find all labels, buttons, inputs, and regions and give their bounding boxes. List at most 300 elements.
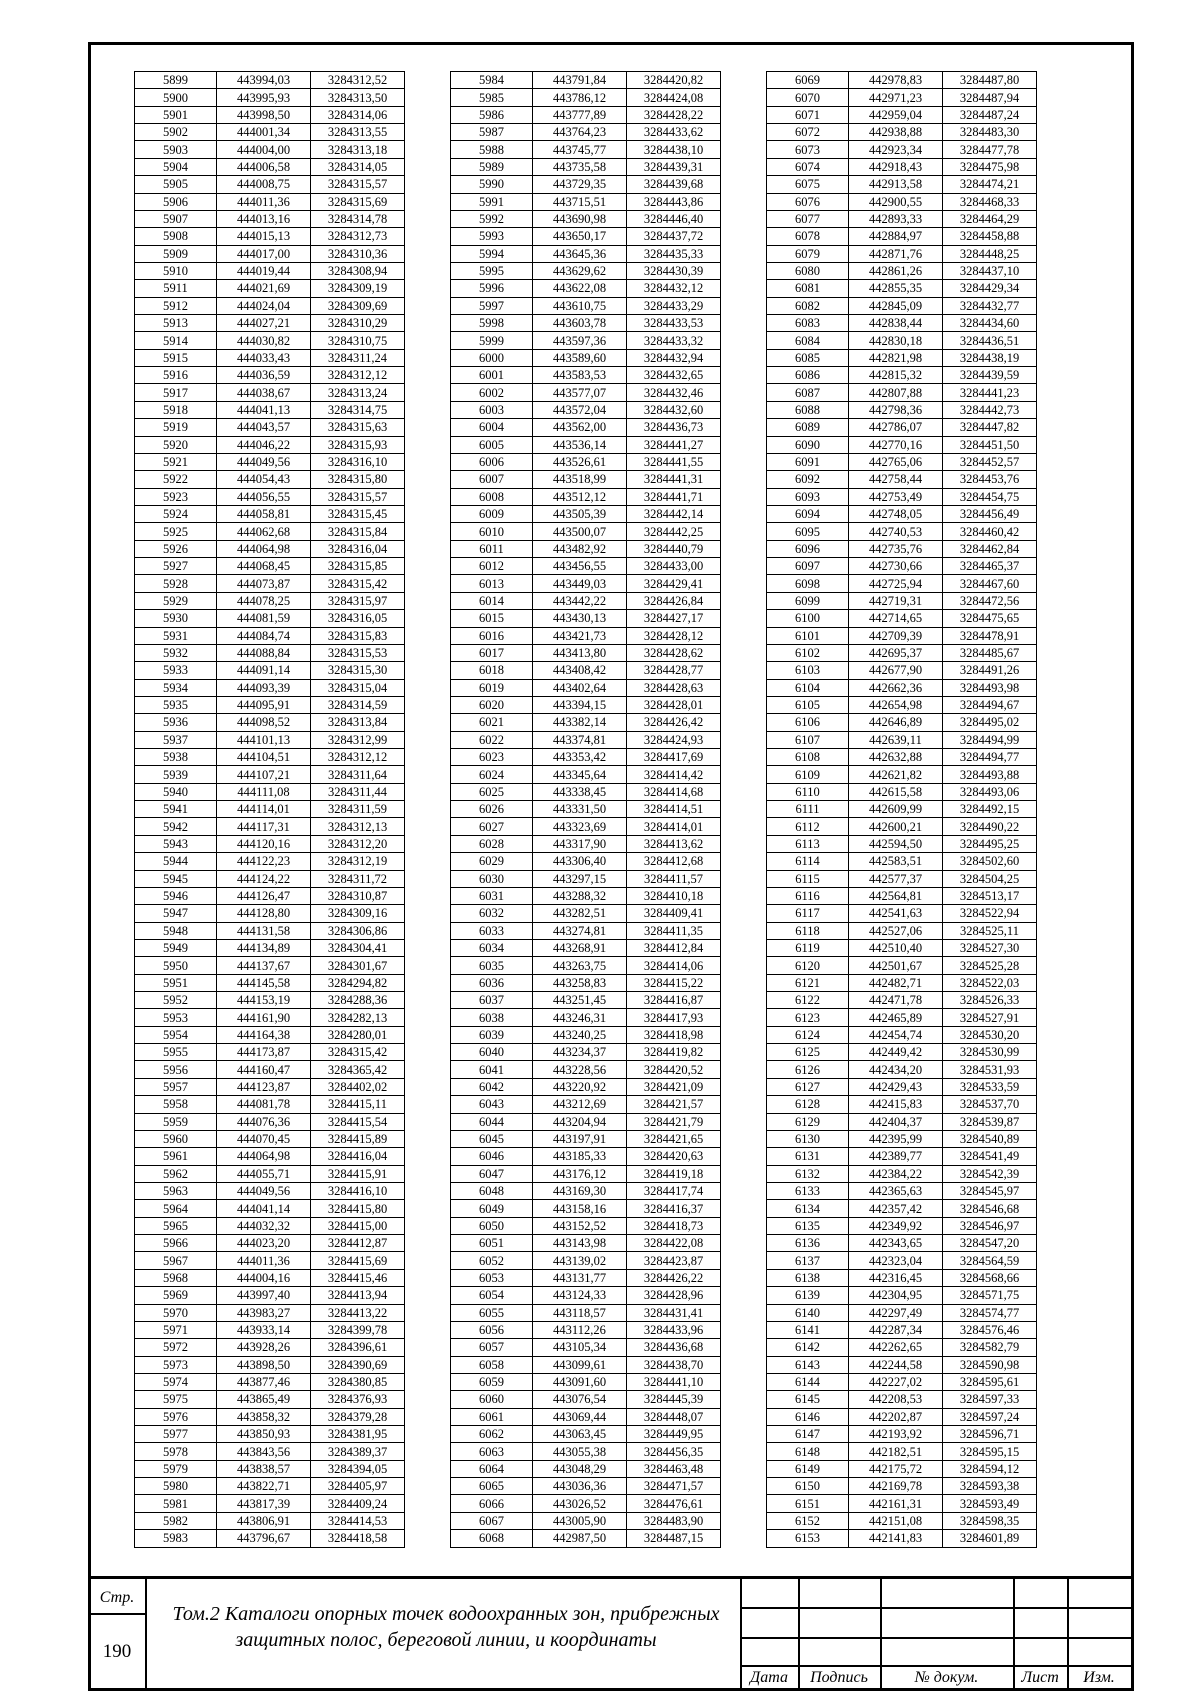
table-row: [451, 228, 721, 245]
x-coordinate-cell: 442959,04: [849, 106, 943, 123]
table-row: [135, 558, 405, 575]
point-number-cell: 6105: [767, 696, 849, 713]
point-number-cell: 6025: [451, 783, 533, 800]
y-coordinate-cell: 3284483,90: [627, 1512, 721, 1529]
point-number-cell: 5928: [135, 575, 217, 592]
point-number-cell: 6081: [767, 280, 849, 297]
point-number-cell: 6131: [767, 1148, 849, 1165]
y-coordinate-cell: 3284306,86: [311, 922, 405, 939]
table-row: [451, 835, 721, 852]
table-row: [135, 575, 405, 592]
x-coordinate-cell: 443928,26: [217, 1339, 311, 1356]
point-number-cell: 6026: [451, 801, 533, 818]
point-number-cell: 5935: [135, 696, 217, 713]
y-coordinate-cell: 3284456,35: [627, 1443, 721, 1460]
x-coordinate-cell: 442845,09: [849, 297, 943, 314]
x-coordinate-cell: 442415,83: [849, 1096, 943, 1113]
point-number-cell: 6024: [451, 766, 533, 783]
x-coordinate-cell: 444008,75: [217, 176, 311, 193]
table-row: [767, 1495, 1037, 1512]
table-row: [135, 1217, 405, 1234]
y-coordinate-cell: 3284433,96: [627, 1321, 721, 1338]
table-row: [135, 1460, 405, 1477]
table-row: [135, 193, 405, 210]
y-coordinate-cell: 3284525,28: [943, 957, 1037, 974]
x-coordinate-cell: 443786,12: [533, 89, 627, 106]
x-coordinate-cell: 443105,34: [533, 1339, 627, 1356]
point-number-cell: 6056: [451, 1321, 533, 1338]
table-row: [135, 419, 405, 436]
x-coordinate-cell: 444117,31: [217, 818, 311, 835]
table-row: [135, 453, 405, 470]
x-coordinate-cell: 442807,88: [849, 384, 943, 401]
x-coordinate-cell: 443036,36: [533, 1478, 627, 1495]
y-coordinate-cell: 3284487,80: [943, 72, 1037, 89]
point-number-cell: 6090: [767, 436, 849, 453]
table-row: [767, 1183, 1037, 1200]
y-coordinate-cell: 3284593,38: [943, 1478, 1037, 1495]
x-coordinate-cell: 443764,23: [533, 124, 627, 141]
x-coordinate-cell: 443268,91: [533, 939, 627, 956]
x-coordinate-cell: 442583,51: [849, 853, 943, 870]
table-row: [451, 297, 721, 314]
y-coordinate-cell: 3284419,82: [627, 1044, 721, 1061]
table-row: [767, 106, 1037, 123]
table-row: [451, 662, 721, 679]
point-number-cell: 6117: [767, 905, 849, 922]
y-coordinate-cell: 3284539,87: [943, 1113, 1037, 1130]
table-row: [767, 1148, 1037, 1165]
x-coordinate-cell: 443796,67: [217, 1530, 311, 1547]
y-coordinate-cell: 3284432,77: [943, 297, 1037, 314]
y-coordinate-cell: 3284315,97: [311, 592, 405, 609]
point-number-cell: 6085: [767, 349, 849, 366]
point-number-cell: 6048: [451, 1183, 533, 1200]
sheet-column-header: Лист: [1021, 1669, 1059, 1686]
table-row: [135, 818, 405, 835]
y-coordinate-cell: 3284432,12: [627, 280, 721, 297]
table-row: [767, 853, 1037, 870]
table-row: [135, 662, 405, 679]
x-coordinate-cell: 442227,02: [849, 1373, 943, 1390]
x-coordinate-cell: 442482,71: [849, 974, 943, 991]
table-row: [767, 644, 1037, 661]
table-row: [767, 436, 1037, 453]
point-number-cell: 5955: [135, 1044, 217, 1061]
point-number-cell: 5970: [135, 1304, 217, 1321]
x-coordinate-cell: 442855,35: [849, 280, 943, 297]
x-coordinate-cell: 444017,00: [217, 245, 311, 262]
point-number-cell: 5977: [135, 1426, 217, 1443]
y-coordinate-cell: 3284315,42: [311, 1044, 405, 1061]
y-coordinate-cell: 3284494,99: [943, 731, 1037, 748]
y-coordinate-cell: 3284541,49: [943, 1148, 1037, 1165]
table-row: [767, 280, 1037, 297]
table-row: [451, 158, 721, 175]
y-coordinate-cell: 3284433,53: [627, 315, 721, 332]
x-coordinate-cell: 443577,07: [533, 384, 627, 401]
point-number-cell: 6012: [451, 558, 533, 575]
table-row: [451, 905, 721, 922]
y-coordinate-cell: 3284448,07: [627, 1408, 721, 1425]
y-coordinate-cell: 3284416,04: [311, 1148, 405, 1165]
x-coordinate-cell: 443690,98: [533, 210, 627, 227]
table-row: [451, 262, 721, 279]
table-row: [767, 905, 1037, 922]
x-coordinate-cell: 442244,58: [849, 1356, 943, 1373]
point-number-cell: 5973: [135, 1356, 217, 1373]
y-coordinate-cell: 3284365,42: [311, 1061, 405, 1078]
y-coordinate-cell: 3284414,06: [627, 957, 721, 974]
y-coordinate-cell: 3284428,12: [627, 627, 721, 644]
y-coordinate-cell: 3284309,69: [311, 297, 405, 314]
y-coordinate-cell: 3284449,95: [627, 1426, 721, 1443]
y-coordinate-cell: 3284313,50: [311, 89, 405, 106]
x-coordinate-cell: 444038,67: [217, 384, 311, 401]
table-row: [135, 887, 405, 904]
x-coordinate-cell: 443572,04: [533, 401, 627, 418]
y-coordinate-cell: 3284415,89: [311, 1130, 405, 1147]
x-coordinate-cell: 442510,40: [849, 939, 943, 956]
point-number-cell: 5971: [135, 1321, 217, 1338]
x-coordinate-cell: 443204,94: [533, 1113, 627, 1130]
point-number-cell: 5998: [451, 315, 533, 332]
point-number-cell: 6058: [451, 1356, 533, 1373]
x-coordinate-cell: 443413,80: [533, 644, 627, 661]
x-coordinate-cell: 444011,36: [217, 193, 311, 210]
y-coordinate-cell: 3284571,75: [943, 1287, 1037, 1304]
point-number-cell: 6088: [767, 401, 849, 418]
table-row: [767, 315, 1037, 332]
table-row: [135, 1113, 405, 1130]
table-row: [135, 436, 405, 453]
x-coordinate-cell: 443589,60: [533, 349, 627, 366]
table-row: [135, 939, 405, 956]
point-number-cell: 6100: [767, 610, 849, 627]
point-number-cell: 5925: [135, 523, 217, 540]
x-coordinate-cell: 443505,39: [533, 505, 627, 522]
point-number-cell: 6021: [451, 714, 533, 731]
x-coordinate-cell: 443048,29: [533, 1460, 627, 1477]
x-coordinate-cell: 443197,91: [533, 1130, 627, 1147]
x-coordinate-cell: 443158,16: [533, 1200, 627, 1217]
y-coordinate-cell: 3284443,86: [627, 193, 721, 210]
point-number-cell: 5952: [135, 992, 217, 1009]
y-coordinate-cell: 3284390,69: [311, 1356, 405, 1373]
y-coordinate-cell: 3284389,37: [311, 1443, 405, 1460]
y-coordinate-cell: 3284415,91: [311, 1165, 405, 1182]
x-coordinate-cell: 442304,95: [849, 1287, 943, 1304]
point-number-cell: 6052: [451, 1252, 533, 1269]
x-coordinate-cell: 444131,58: [217, 922, 311, 939]
table-row: [767, 610, 1037, 627]
table-row: [767, 1217, 1037, 1234]
point-number-cell: 5997: [451, 297, 533, 314]
x-coordinate-cell: 443063,45: [533, 1426, 627, 1443]
table-row: [451, 332, 721, 349]
x-coordinate-cell: 443220,92: [533, 1078, 627, 1095]
table-row: [767, 210, 1037, 227]
point-number-cell: 6125: [767, 1044, 849, 1061]
y-coordinate-cell: 3284414,01: [627, 818, 721, 835]
point-number-cell: 6107: [767, 731, 849, 748]
point-number-cell: 6050: [451, 1217, 533, 1234]
point-number-cell: 6033: [451, 922, 533, 939]
x-coordinate-cell: 442838,44: [849, 315, 943, 332]
y-coordinate-cell: 3284309,16: [311, 905, 405, 922]
table-row: [135, 488, 405, 505]
x-coordinate-cell: 443622,08: [533, 280, 627, 297]
x-coordinate-cell: 442262,65: [849, 1339, 943, 1356]
point-number-cell: 6057: [451, 1339, 533, 1356]
point-number-cell: 5934: [135, 679, 217, 696]
x-coordinate-cell: 443402,64: [533, 679, 627, 696]
point-number-cell: 6093: [767, 488, 849, 505]
y-coordinate-cell: 3284312,99: [311, 731, 405, 748]
point-number-cell: 6115: [767, 870, 849, 887]
point-number-cell: 6094: [767, 505, 849, 522]
table-row: [451, 1287, 721, 1304]
x-coordinate-cell: 443715,51: [533, 193, 627, 210]
x-coordinate-cell: 444041,13: [217, 401, 311, 418]
x-coordinate-cell: 443026,52: [533, 1495, 627, 1512]
x-coordinate-cell: 442449,42: [849, 1044, 943, 1061]
point-number-cell: 6062: [451, 1426, 533, 1443]
table-row: [767, 662, 1037, 679]
point-number-cell: 6150: [767, 1478, 849, 1495]
y-coordinate-cell: 3284312,12: [311, 367, 405, 384]
coordinate-table-3: [766, 71, 1037, 1548]
y-coordinate-cell: 3284315,53: [311, 644, 405, 661]
table-row: [451, 471, 721, 488]
y-coordinate-cell: 3284312,19: [311, 853, 405, 870]
table-row: [767, 505, 1037, 522]
y-coordinate-cell: 3284419,18: [627, 1165, 721, 1182]
x-coordinate-cell: 444128,80: [217, 905, 311, 922]
y-coordinate-cell: 3284415,46: [311, 1269, 405, 1286]
y-coordinate-cell: 3284452,57: [943, 453, 1037, 470]
point-number-cell: 6045: [451, 1130, 533, 1147]
table-row: [135, 72, 405, 89]
point-number-cell: 6017: [451, 644, 533, 661]
point-number-cell: 6019: [451, 679, 533, 696]
y-coordinate-cell: 3284595,15: [943, 1443, 1037, 1460]
x-coordinate-cell: 442938,88: [849, 124, 943, 141]
point-number-cell: 6046: [451, 1148, 533, 1165]
point-number-cell: 5949: [135, 939, 217, 956]
x-coordinate-cell: 444013,16: [217, 210, 311, 227]
point-number-cell: 5990: [451, 176, 533, 193]
point-number-cell: 5991: [451, 193, 533, 210]
y-coordinate-cell: 3284433,29: [627, 297, 721, 314]
point-number-cell: 6039: [451, 1026, 533, 1043]
table-row: [451, 610, 721, 627]
table-row: [451, 1252, 721, 1269]
point-number-cell: 5967: [135, 1252, 217, 1269]
point-number-cell: 5957: [135, 1078, 217, 1095]
table-row: [451, 957, 721, 974]
y-coordinate-cell: 3284416,10: [311, 1183, 405, 1200]
point-number-cell: 6104: [767, 679, 849, 696]
table-row: [451, 1061, 721, 1078]
y-coordinate-cell: 3284476,61: [627, 1495, 721, 1512]
x-coordinate-cell: 442323,04: [849, 1252, 943, 1269]
table-row: [767, 124, 1037, 141]
y-coordinate-cell: 3284545,97: [943, 1183, 1037, 1200]
y-coordinate-cell: 3284311,64: [311, 766, 405, 783]
x-coordinate-cell: 442798,36: [849, 401, 943, 418]
x-coordinate-cell: 442287,34: [849, 1321, 943, 1338]
y-coordinate-cell: 3284440,79: [627, 540, 721, 557]
point-number-cell: 5938: [135, 749, 217, 766]
point-number-cell: 6139: [767, 1287, 849, 1304]
point-number-cell: 5909: [135, 245, 217, 262]
point-number-cell: 5987: [451, 124, 533, 141]
x-coordinate-cell: 442821,98: [849, 349, 943, 366]
point-number-cell: 6152: [767, 1512, 849, 1529]
x-coordinate-cell: 444019,44: [217, 262, 311, 279]
x-coordinate-cell: 443777,89: [533, 106, 627, 123]
point-number-cell: 6067: [451, 1512, 533, 1529]
x-coordinate-cell: 443282,51: [533, 905, 627, 922]
x-coordinate-cell: 443877,46: [217, 1373, 311, 1390]
y-coordinate-cell: 3284311,24: [311, 349, 405, 366]
y-coordinate-cell: 3284432,60: [627, 401, 721, 418]
coordinate-table-1: [134, 71, 405, 1548]
point-number-cell: 6098: [767, 575, 849, 592]
y-coordinate-cell: 3284420,82: [627, 72, 721, 89]
x-coordinate-cell: 444098,52: [217, 714, 311, 731]
point-number-cell: 5959: [135, 1113, 217, 1130]
table-row: [451, 853, 721, 870]
point-number-cell: 5930: [135, 610, 217, 627]
table-row: [767, 1512, 1037, 1529]
x-coordinate-cell: 443421,73: [533, 627, 627, 644]
y-coordinate-cell: 3284596,71: [943, 1426, 1037, 1443]
x-coordinate-cell: 444054,43: [217, 471, 311, 488]
x-coordinate-cell: 444081,59: [217, 610, 311, 627]
y-coordinate-cell: 3284472,56: [943, 592, 1037, 609]
x-coordinate-cell: 442871,76: [849, 245, 943, 262]
x-coordinate-cell: 442758,44: [849, 471, 943, 488]
table-row: [767, 332, 1037, 349]
x-coordinate-cell: 444114,01: [217, 801, 311, 818]
x-coordinate-cell: 443603,78: [533, 315, 627, 332]
y-coordinate-cell: 3284595,61: [943, 1373, 1037, 1390]
table-row: [135, 384, 405, 401]
table-row: [767, 992, 1037, 1009]
table-row: [767, 1408, 1037, 1425]
x-coordinate-cell: 442141,83: [849, 1530, 943, 1547]
y-coordinate-cell: 3284411,35: [627, 922, 721, 939]
x-coordinate-cell: 444068,45: [217, 558, 311, 575]
y-coordinate-cell: 3284433,00: [627, 558, 721, 575]
y-coordinate-cell: 3284468,33: [943, 193, 1037, 210]
x-coordinate-cell: 443345,64: [533, 766, 627, 783]
x-coordinate-cell: 442725,94: [849, 575, 943, 592]
y-coordinate-cell: 3284381,95: [311, 1426, 405, 1443]
x-coordinate-cell: 442600,21: [849, 818, 943, 835]
table-row: [451, 1391, 721, 1408]
x-coordinate-cell: 444137,67: [217, 957, 311, 974]
table-row: [135, 1165, 405, 1182]
y-coordinate-cell: 3284418,73: [627, 1217, 721, 1234]
y-coordinate-cell: 3284439,59: [943, 367, 1037, 384]
point-number-cell: 6109: [767, 766, 849, 783]
point-number-cell: 6126: [767, 1061, 849, 1078]
x-coordinate-cell: 442748,05: [849, 505, 943, 522]
table-row: [135, 332, 405, 349]
x-coordinate-cell: 442884,97: [849, 228, 943, 245]
y-coordinate-cell: 3284428,77: [627, 662, 721, 679]
point-number-cell: 5905: [135, 176, 217, 193]
y-coordinate-cell: 3284412,68: [627, 853, 721, 870]
y-coordinate-cell: 3284312,20: [311, 835, 405, 852]
x-coordinate-cell: 442193,92: [849, 1426, 943, 1443]
table-row: [767, 262, 1037, 279]
y-coordinate-cell: 3284424,93: [627, 731, 721, 748]
x-coordinate-cell: 443374,81: [533, 731, 627, 748]
table-row: [451, 1478, 721, 1495]
table-row: [451, 731, 721, 748]
x-coordinate-cell: 443838,57: [217, 1460, 311, 1477]
y-coordinate-cell: 3284475,65: [943, 610, 1037, 627]
point-number-cell: 5939: [135, 766, 217, 783]
table-row: [135, 1426, 405, 1443]
point-number-cell: 6140: [767, 1304, 849, 1321]
x-coordinate-cell: 442730,66: [849, 558, 943, 575]
table-row: [451, 349, 721, 366]
point-number-cell: 6113: [767, 835, 849, 852]
y-coordinate-cell: 3284421,57: [627, 1096, 721, 1113]
y-coordinate-cell: 3284310,75: [311, 332, 405, 349]
y-coordinate-cell: 3284495,25: [943, 835, 1037, 852]
table-row: [451, 1217, 721, 1234]
x-coordinate-cell: 443898,50: [217, 1356, 311, 1373]
y-coordinate-cell: 3284456,49: [943, 505, 1037, 522]
x-coordinate-cell: 443005,90: [533, 1512, 627, 1529]
x-coordinate-cell: 442923,34: [849, 141, 943, 158]
table-row: [767, 957, 1037, 974]
y-coordinate-cell: 3284494,77: [943, 749, 1037, 766]
y-coordinate-cell: 3284413,62: [627, 835, 721, 852]
page-label: Стр.: [99, 1589, 135, 1606]
x-coordinate-cell: 443263,75: [533, 957, 627, 974]
y-coordinate-cell: 3284458,88: [943, 228, 1037, 245]
x-coordinate-cell: 443449,03: [533, 575, 627, 592]
x-coordinate-cell: 442429,43: [849, 1078, 943, 1095]
table-row: [135, 922, 405, 939]
point-number-cell: 6141: [767, 1321, 849, 1338]
y-coordinate-cell: 3284522,94: [943, 905, 1037, 922]
y-coordinate-cell: 3284527,91: [943, 1009, 1037, 1026]
y-coordinate-cell: 3284380,85: [311, 1373, 405, 1390]
y-coordinate-cell: 3284315,85: [311, 558, 405, 575]
y-coordinate-cell: 3284464,29: [943, 210, 1037, 227]
point-number-cell: 5996: [451, 280, 533, 297]
point-number-cell: 6013: [451, 575, 533, 592]
table-row: [767, 1304, 1037, 1321]
point-number-cell: 6000: [451, 349, 533, 366]
x-coordinate-cell: 443518,99: [533, 471, 627, 488]
y-coordinate-cell: 3284504,25: [943, 870, 1037, 887]
x-coordinate-cell: 443240,25: [533, 1026, 627, 1043]
table-row: [451, 974, 721, 991]
x-coordinate-cell: 442978,83: [849, 72, 943, 89]
y-coordinate-cell: 3284315,80: [311, 471, 405, 488]
y-coordinate-cell: 3284564,59: [943, 1252, 1037, 1269]
point-number-cell: 5945: [135, 870, 217, 887]
